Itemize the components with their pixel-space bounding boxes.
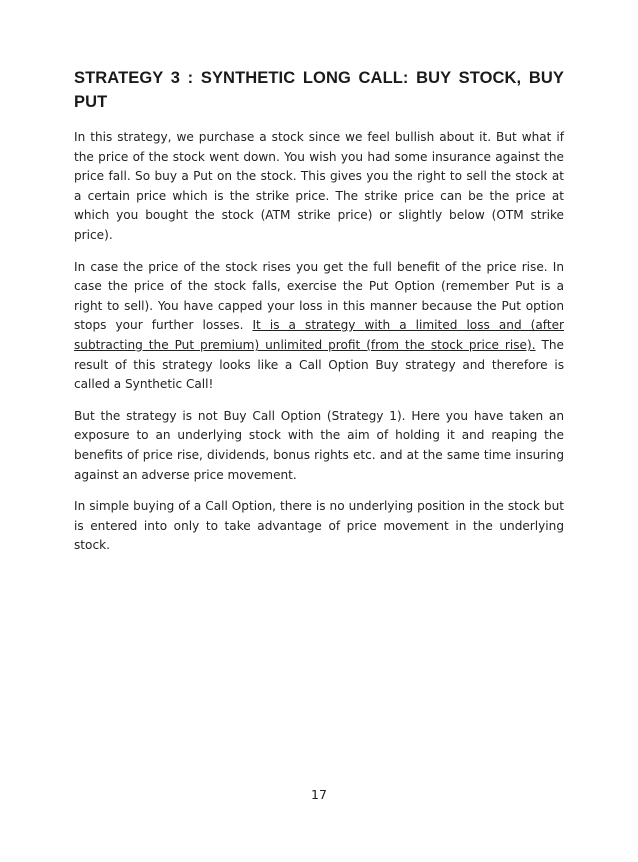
paragraph-comparison: But the strategy is not Buy Call Option (Strategy 1). Here you have taken an exposure to an underlying stock with the aim of holding it and reaping the benefits of price rise, dividends, bonus rights etc. and at the same time insuring against an adverse price movement. (74, 408, 564, 482)
document-page (74, 66, 564, 568)
paragraph-strategy-intro: In this strategy, we purchase a stock since we feel bullish about it. But what if the price of the stock went down. You wish you had some insurance against the price fall. So buy a Put on the stock. This gives you the right to sell the stock at a certain price which is the strike price. The strike price can be the price at which you bought the stock (ATM strike price) or slightly below (OTM strike price). (74, 130, 564, 242)
paragraph-price-scenarios-text-start: In case the price of the stock rises you get the full benefit of the price rise. In case the price of the stock falls, exercise the Put Option (remember Put is a right to sell). You have capped your loss in this manner because the Put option stops your further losses. (74, 259, 564, 333)
paragraph-price-scenarios-text-end: The result of this strategy looks like a Call Option Buy strategy and therefore is called a Synthetic Call! (74, 337, 564, 392)
page-number: 17 (311, 787, 327, 802)
paragraph-price-scenarios (74, 258, 564, 395)
paragraph-call-option-note: In simple buying of a Call Option, there is no underlying position in the stock but is entered into only to take advantage of price movement in the underlying stock. (74, 499, 564, 553)
underlined-key-point: It is a strategy with a limited loss and (after subtracting the Put premium) unlimited profit (from the stock price rise). (74, 318, 564, 352)
strategy-heading: STRATEGY 3 : SYNTHETIC LONG CALL: BUY STOCK, BUY PUT (74, 69, 564, 111)
